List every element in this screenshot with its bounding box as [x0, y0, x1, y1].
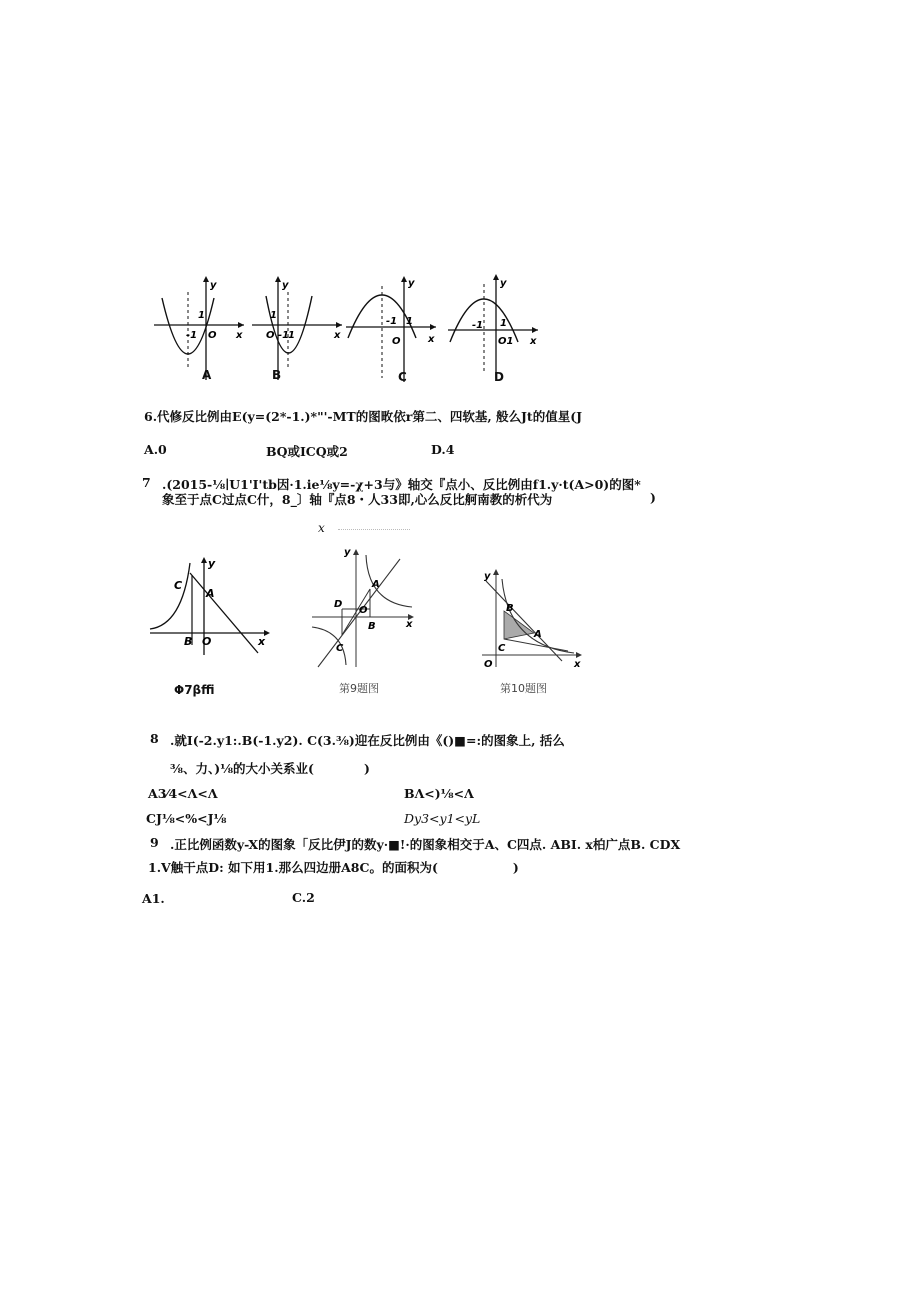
svg-text:1: 1 [198, 310, 205, 321]
svg-text:C: C [336, 643, 344, 654]
q7-number: 7 [142, 475, 151, 490]
graph-d-caption: D [494, 370, 504, 384]
q9-line2: 1.V触干点D: 如下用1.那么四边册A8C。的面积为( ) [148, 860, 519, 875]
q9-number: 9 [150, 835, 159, 850]
q8-number: 8 [150, 731, 159, 746]
svg-text:x: x [236, 330, 243, 341]
q8-option-c: CJ⅛<%<J⅛ [146, 811, 227, 826]
svg-text:1: 1 [406, 316, 413, 327]
svg-text:-1: -1 [472, 320, 484, 331]
svg-text:x: x [406, 619, 413, 630]
figure-9-caption: 第9题图 [339, 682, 379, 695]
graph-b [248, 270, 348, 385]
svg-text:O: O [392, 336, 401, 347]
svg-text:-1: -1 [278, 330, 290, 341]
q7-line2: 象至于点C过点C什，8_〕轴『点8・人33即,心么反比舸南教的析代为 [162, 492, 553, 507]
q8-line1: .就I(-2.y1:.B(-1.y2). C(3.⅜)迎在反比例由《()■=:的图象上, 括么 [170, 733, 565, 748]
figure-9-dotted-line [338, 529, 410, 530]
figure-9 [308, 545, 418, 670]
figure-7 [146, 553, 276, 658]
q8-line2: ⅜、力、)⅛的大小关系业( ) [170, 761, 370, 776]
svg-text:O: O [202, 635, 212, 648]
svg-text:x: x [530, 336, 537, 347]
svg-text:y: y [208, 557, 216, 570]
svg-text:O: O [484, 659, 493, 670]
svg-text:D: D [334, 599, 343, 610]
svg-text:y: y [408, 278, 415, 289]
figure-9-top-mark: x [318, 521, 325, 535]
q9-line1: .正比例函数y-X的图象「反比伊J的数y·■!·的图象相交于A、C四点. ABI. x柏广点B. CDX [170, 837, 681, 852]
svg-text:y: y [344, 547, 351, 558]
svg-text:O: O [208, 330, 217, 341]
q8-option-b: BΛ<)⅛<Λ [404, 786, 474, 801]
svg-text:B: B [368, 621, 376, 632]
q6-option-a: A.0 [144, 442, 167, 457]
svg-text:1: 1 [500, 318, 507, 329]
q7-line1: .(2015-⅛∣U1'I'tb因·1.ie⅛y=-χ+3与》轴交『点小、反比例由f1.y·t(A>0)的图* [162, 477, 641, 492]
svg-text:x: x [258, 635, 266, 648]
q6-stem: 6.代修反比例由E(y=(2*-1.)*"'-MT的图畋依r第二、四软基, 般么Jt的值星(J [144, 409, 583, 424]
svg-text:A: A [372, 579, 380, 590]
svg-text:y: y [500, 278, 507, 289]
svg-text:B: B [184, 635, 193, 648]
svg-text:O1: O1 [498, 336, 514, 347]
graph-c [342, 272, 442, 387]
q6-option-bc: BQ或ICQ或2 [266, 444, 348, 459]
svg-text:1: 1 [288, 330, 295, 341]
svg-text:x: x [574, 659, 581, 670]
q7-paren: ) [650, 490, 656, 505]
figure-10 [478, 567, 588, 672]
svg-text:-1: -1 [386, 316, 398, 327]
svg-text:A: A [206, 587, 215, 600]
svg-text:B: B [506, 603, 514, 614]
svg-text:A: A [534, 629, 542, 640]
svg-text:1: 1 [270, 310, 277, 321]
q9-option-a: A1. [142, 891, 165, 906]
svg-text:y: y [484, 571, 491, 582]
graph-a [150, 270, 250, 385]
graph-d [444, 268, 544, 383]
graph-c-caption: C [398, 370, 407, 384]
svg-text:y: y [210, 280, 217, 291]
svg-text:x: x [428, 334, 435, 345]
graph-b-caption: B [272, 368, 282, 382]
q8-option-a: A3⁄4<Λ<Λ [148, 786, 218, 801]
svg-text:C: C [174, 579, 183, 592]
q6-option-d: D.4 [431, 442, 455, 457]
svg-text:O: O [266, 330, 275, 341]
q8-option-d: Dy3<y1<yL [404, 811, 481, 826]
q9-option-c: C.2 [292, 890, 315, 905]
svg-text:O: O [359, 605, 368, 616]
graph-a-caption: A [202, 368, 212, 382]
svg-text:x: x [334, 330, 341, 341]
svg-text:C: C [498, 643, 506, 654]
figure-10-caption: 第10题图 [500, 682, 547, 695]
svg-text:-1: -1 [186, 330, 198, 341]
svg-text:y: y [282, 280, 289, 291]
figure-7-caption: Φ7βffi [174, 683, 215, 697]
